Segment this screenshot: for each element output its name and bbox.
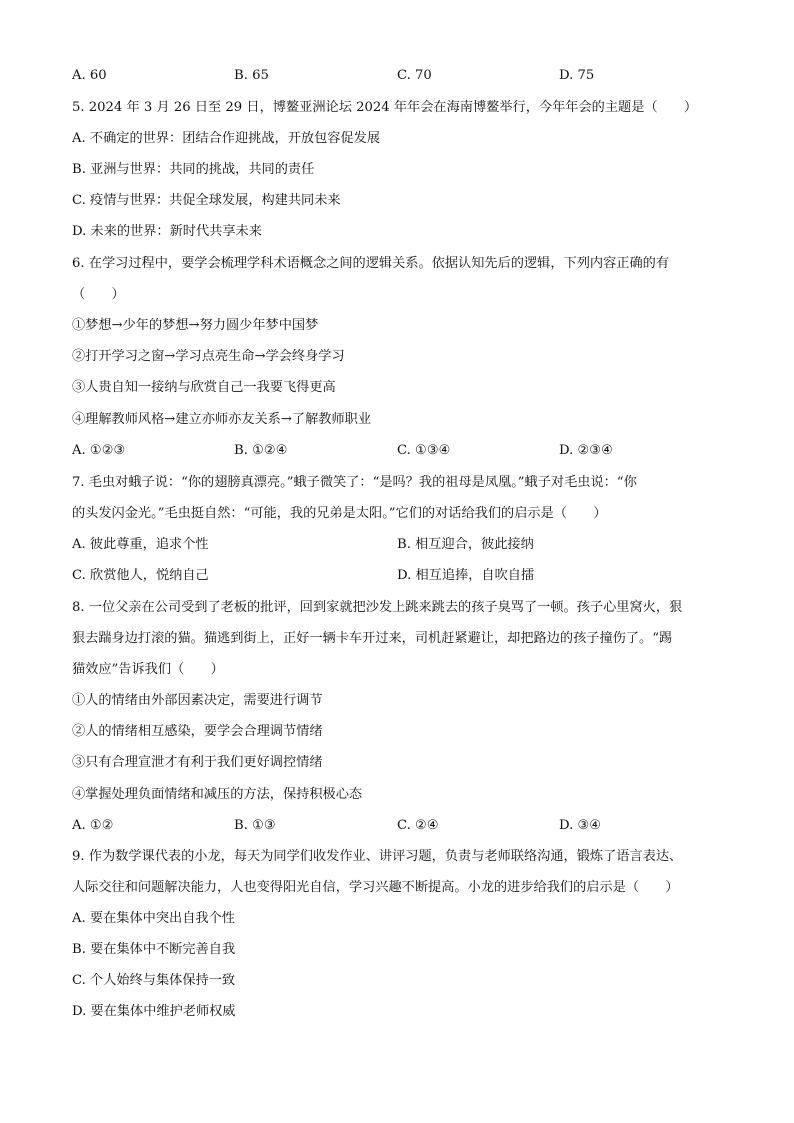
q5-option-b: B. 亚洲与世界：共同的挑战，共同的责任: [72, 162, 315, 177]
q7-option-c: C. 欣赏他人，悦纳自己: [72, 568, 209, 583]
q8-option-a: A. ①②: [72, 818, 114, 833]
q5-stem: 5. 2024 年 3 月 26 日至 29 日，博鳌亚洲论坛 2024 年年会在海南博鳌举行，今年年会的主题是（ ）: [72, 100, 698, 115]
q7-option-a: A. 彼此尊重，追求个性: [72, 537, 209, 552]
q8-item-2: ②人的情绪相互感染，要学会合理调节情绪: [72, 724, 323, 739]
q9-stem-line1: 9. 作为数学课代表的小龙，每天为同学们收发作业、讲评习题，负责与老师联络沟通，锻炼了语言表达、: [72, 849, 683, 864]
q7-options-row2: [72, 567, 732, 585]
q4-option-c: C. 70: [397, 68, 432, 83]
q8-stem-line2: 狠去踹身边打滚的猫。猫逃到街上，正好一辆卡车开过来，司机赶紧避让，却把路边的孩子撞伤了。“踢: [72, 631, 673, 646]
q4-option-b: B. 65: [234, 68, 269, 83]
q9-stem-line2: 人际交往和问题解决能力，人也变得阳光自信，学习兴趣不断提高。小龙的进步给我们的启示是（ ）: [72, 880, 679, 895]
q6-option-c: C. ①③④: [397, 443, 451, 458]
q8-option-c: C. ②④: [397, 818, 439, 833]
q8-options: [72, 817, 732, 835]
q6-option-b: B. ①②④: [234, 443, 288, 458]
q4-option-d: D. 75: [559, 68, 595, 83]
q5-option-a: A. 不确定的世界：团结合作迎挑战，开放包容促发展: [72, 131, 381, 146]
q6-option-a: A. ①②③: [72, 443, 126, 458]
q8-item-3: ③只有合理宣泄才有利于我们更好调控情绪: [72, 755, 323, 770]
q9-option-c: C. 个人始终与集体保持一致: [72, 973, 236, 988]
q8-item-1: ①人的情绪由外部因素决定，需要进行调节: [72, 693, 323, 708]
q8-item-4: ④掌握处理负面情绪和减压的方法，保持积极心态: [72, 787, 363, 802]
q4-option-a: A. 60: [72, 68, 107, 83]
q8-option-d: D. ③④: [559, 818, 602, 833]
q9-option-a: A. 要在集体中突出自我个性: [72, 911, 235, 926]
q6-options: [72, 442, 732, 460]
q8-stem-line1: 8. 一位父亲在公司受到了老板的批评，回到家就把沙发上跳来跳去的孩子臭骂了一顿。孩子心里窝火，狠: [72, 600, 683, 615]
q5-option-d: D. 未来的世界：新时代共享未来: [72, 224, 262, 239]
q7-option-d: D. 相互追捧，自吹自擂: [397, 568, 535, 583]
q7-option-b: B. 相互迎合，彼此接纳: [397, 537, 534, 552]
q8-option-b: B. ①③: [234, 818, 276, 833]
q6-item-3: ③人贵自知一接纳与欣赏自己一我要飞得更高: [72, 380, 336, 395]
q6-item-4: ④理解教师风格→建立亦师亦友关系→了解教师职业: [72, 412, 372, 427]
q4-options: [72, 67, 732, 85]
q8-stem-line3: 猫效应”告诉我们（ ）: [72, 662, 224, 677]
q5-option-c: C. 疫情与世界：共促全球发展，构建共同未来: [72, 193, 341, 208]
q6-option-d: D. ②③④: [559, 443, 613, 458]
q6-stem-line2: （ ）: [72, 287, 125, 302]
q6-item-1: ①梦想→少年的梦想→努力圆少年梦中国梦: [72, 318, 319, 333]
q6-stem-line1: 6. 在学习过程中，要学会梳理学科术语概念之间的逻辑关系。依据认知先后的逻辑，下列内容正确的有: [72, 256, 670, 271]
q7-stem-line1: 7. 毛虫对蛾子说：“你的翅膀真漂亮。”蛾子微笑了：“是吗？我的祖母是凤凰。”蛾子对毛虫说：“你: [72, 475, 637, 490]
q7-stem-line2: 的头发闪金光。”毛虫挺自然：“可能，我的兄弟是太阳。”它们的对话给我们的启示是（ ）: [72, 506, 607, 521]
q9-option-d: D. 要在集体中维护老师权威: [72, 1004, 236, 1019]
q9-option-b: B. 要在集体中不断完善自我: [72, 942, 236, 957]
q6-item-2: ②打开学习之窗→学习点亮生命→学会终身学习: [72, 349, 345, 364]
q7-options-row1: [72, 536, 732, 554]
